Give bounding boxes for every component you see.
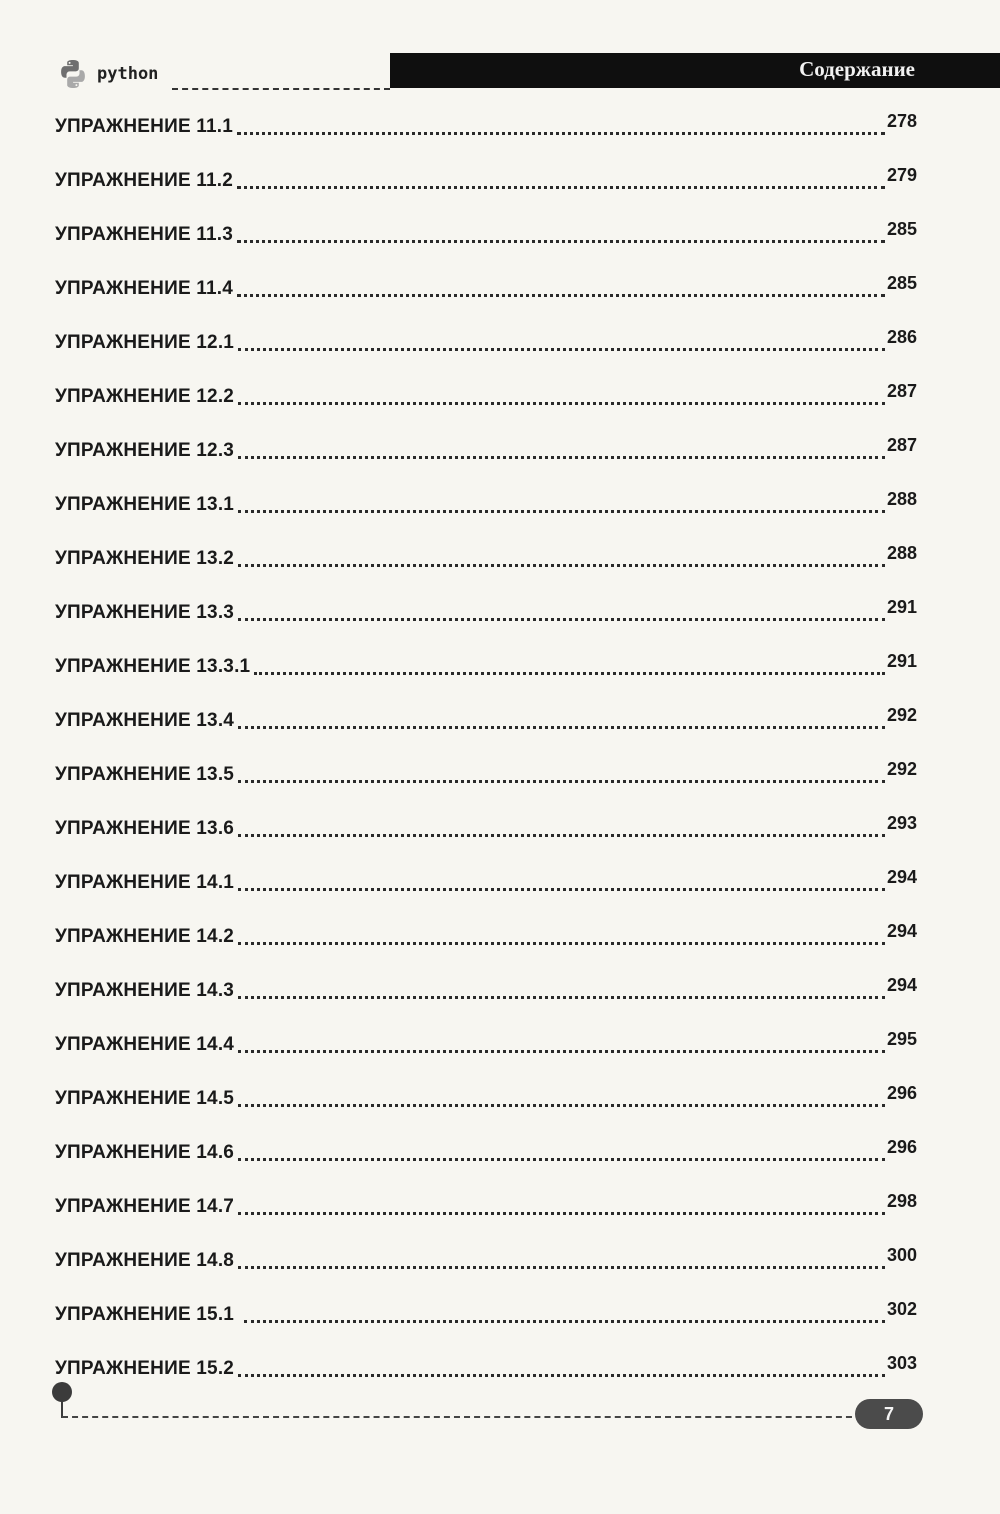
toc-entry-page: 294 (886, 975, 917, 995)
section-title: Содержание (799, 57, 915, 81)
toc-entry-page: 298 (886, 1191, 917, 1211)
toc-entry-page: 288 (886, 543, 917, 563)
dot-leader (238, 1212, 885, 1215)
toc-entry-title: УПРАЖНЕНИЕ 11.4 (55, 278, 234, 299)
toc-entry-title: УПРАЖНЕНИЕ 14.7 (55, 1196, 235, 1217)
toc-entry-title: УПРАЖНЕНИЕ 13.3.1 (55, 656, 251, 677)
toc-entry (55, 810, 917, 840)
toc-entry-page: 293 (886, 813, 917, 833)
toc-entry (55, 756, 917, 786)
toc-entry-page: 285 (886, 273, 917, 293)
toc-entry-title: УПРАЖНЕНИЕ 13.3 (55, 602, 235, 623)
toc-entry-title: УПРАЖНЕНИЕ 14.8 (55, 1250, 235, 1271)
toc-entry (55, 702, 917, 732)
toc-entry (55, 864, 917, 894)
toc-entry-page: 279 (886, 165, 917, 185)
dot-leader (238, 402, 885, 405)
toc-entry-title: УПРАЖНЕНИЕ 13.2 (55, 548, 235, 569)
dot-leader (237, 240, 885, 243)
toc-entry (55, 270, 917, 300)
footer-dot-ornament (52, 1382, 72, 1402)
toc-entry (55, 648, 917, 678)
toc-entry-title: УПРАЖНЕНИЕ 14.2 (55, 926, 235, 947)
dot-leader (238, 1104, 885, 1107)
toc-entry-page: 286 (886, 327, 917, 347)
toc-entry-page: 292 (886, 759, 917, 779)
toc-entry (55, 1242, 917, 1272)
toc-entry (55, 216, 917, 246)
toc-entry-title: УПРАЖНЕНИЕ 11.1 (55, 116, 234, 137)
toc-entry-title: УПРАЖНЕНИЕ 13.5 (55, 764, 235, 785)
dot-leader (238, 834, 885, 837)
toc-entry-page: 303 (886, 1353, 917, 1373)
toc-entry-title: УПРАЖНЕНИЕ 11.3 (55, 224, 234, 245)
dot-leader (238, 618, 885, 621)
toc-entry-page: 296 (886, 1137, 917, 1157)
toc-entry-page: 295 (886, 1029, 917, 1049)
toc-entry (55, 1026, 917, 1056)
toc-entry (55, 1080, 917, 1110)
toc-entry-page: 296 (886, 1083, 917, 1103)
dot-leader (237, 132, 885, 135)
header-divider (172, 88, 390, 90)
toc-entry (55, 540, 917, 570)
toc-entry-page: 294 (886, 867, 917, 887)
toc-entry-page: 287 (886, 381, 917, 401)
toc-entry-title: УПРАЖНЕНИЕ 15.1 (55, 1304, 240, 1325)
page-number-badge: 7 (855, 1399, 923, 1429)
dot-leader (238, 510, 885, 513)
toc-entry (55, 1350, 917, 1380)
dot-leader (238, 1374, 885, 1377)
toc-entry-title: УПРАЖНЕНИЕ 14.4 (55, 1034, 235, 1055)
toc-entry-title: УПРАЖНЕНИЕ 12.1 (55, 332, 235, 353)
toc-entry-title: УПРАЖНЕНИЕ 14.5 (55, 1088, 235, 1109)
toc-entry-title: УПРАЖНЕНИЕ 13.6 (55, 818, 235, 839)
dot-leader (238, 996, 885, 999)
toc-entry-title: УПРАЖНЕНИЕ 15.2 (55, 1358, 235, 1379)
toc-entry (55, 486, 917, 516)
dot-leader (238, 888, 885, 891)
dot-leader (254, 672, 885, 675)
dot-leader (238, 942, 885, 945)
toc-entry-title: УПРАЖНЕНИЕ 14.1 (55, 872, 235, 893)
dot-leader (238, 1158, 885, 1161)
toc-entry-page: 302 (886, 1299, 917, 1319)
toc-entry-title: УПРАЖНЕНИЕ 11.2 (55, 170, 234, 191)
toc-entry-page: 300 (886, 1245, 917, 1265)
dot-leader (238, 348, 885, 351)
toc-entry (55, 162, 917, 192)
page-header (0, 0, 1000, 100)
toc-entry (55, 594, 917, 624)
toc-entry (55, 432, 917, 462)
python-logo-icon (57, 58, 89, 90)
toc-entry-page: 291 (886, 597, 917, 617)
toc-entry (55, 1134, 917, 1164)
dot-leader (238, 1050, 885, 1053)
dot-leader (237, 294, 885, 297)
dot-leader (238, 780, 885, 783)
toc-entry (55, 1188, 917, 1218)
toc-entry-page: 278 (886, 111, 917, 131)
toc-entry (55, 324, 917, 354)
dot-leader (237, 186, 885, 189)
toc-entry-title: УПРАЖНЕНИЕ 14.6 (55, 1142, 235, 1163)
dot-leader (238, 456, 885, 459)
dot-leader (238, 726, 885, 729)
toc-entry-page: 288 (886, 489, 917, 509)
toc-entry-title: УПРАЖНЕНИЕ 13.1 (55, 494, 235, 515)
toc-entry-title: УПРАЖНЕНИЕ 13.4 (55, 710, 235, 731)
toc-entry-page: 294 (886, 921, 917, 941)
dot-leader (238, 1266, 885, 1269)
toc-entry-title: УПРАЖНЕНИЕ 12.2 (55, 386, 235, 407)
toc-entry (55, 918, 917, 948)
toc-entry (55, 1296, 917, 1326)
toc-entry-title: УПРАЖНЕНИЕ 14.3 (55, 980, 235, 1001)
toc-entry (55, 108, 917, 138)
toc-entry-page: 291 (886, 651, 917, 671)
dot-leader (238, 564, 885, 567)
toc-entry-page: 285 (886, 219, 917, 239)
footer-divider (62, 1416, 862, 1418)
toc-entry-title: УПРАЖНЕНИЕ 12.3 (55, 440, 235, 461)
toc-entry-page: 287 (886, 435, 917, 455)
toc-entry (55, 378, 917, 408)
dot-leader (244, 1320, 885, 1323)
toc-entry (55, 972, 917, 1002)
toc-entry-page: 292 (886, 705, 917, 725)
brand-name: python (97, 64, 159, 84)
